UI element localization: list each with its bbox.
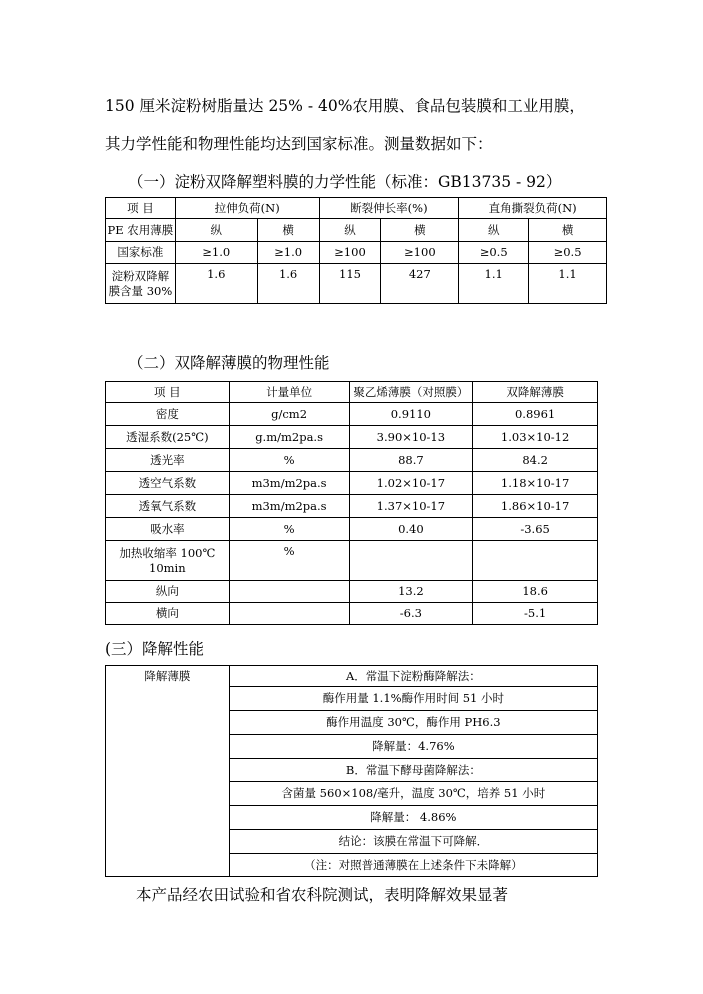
- cell-value: ≥100: [381, 242, 459, 264]
- cell-value: 1.1: [459, 264, 529, 304]
- section-2-title: （二）双降解薄膜的物理性能: [128, 354, 330, 372]
- section-1-title: （一）淀粉双降解塑料膜的力学性能（标准：GB13735 - 92）: [128, 173, 562, 191]
- cell-heng: 横: [381, 219, 459, 242]
- cell-value: 1.18×10-17: [473, 472, 598, 495]
- row-label: 纵向: [106, 581, 230, 603]
- cell-zong: 纵: [175, 219, 257, 242]
- cell-value: 88.7: [349, 449, 473, 472]
- cell-value: ≥0.5: [459, 242, 529, 264]
- row-label: 横向: [106, 603, 230, 625]
- intro-line-2: 其力学性能和物理性能均达到国家标准。测量数据如下：: [105, 135, 493, 153]
- label-line: 膜含量 30%: [108, 283, 173, 298]
- row-label-heat-shrink: [106, 541, 230, 581]
- cell-value: 84.2: [473, 449, 598, 472]
- cell-value: 0.9110: [349, 403, 473, 426]
- cell-heng: 横: [529, 219, 607, 242]
- degradation-table: [105, 665, 598, 877]
- cell-value: 1.6: [257, 264, 319, 304]
- cell-value: 0.40: [349, 518, 473, 541]
- method-line: 降解量：4.76%: [229, 735, 597, 759]
- cell-value: 1.02×10-17: [349, 472, 473, 495]
- label-line: 加热收缩率 100℃: [119, 545, 216, 560]
- cell-value: 3.90×10-13: [349, 426, 473, 449]
- cell-value: 427: [381, 264, 459, 304]
- cell-value: 1.03×10-12: [473, 426, 598, 449]
- cell-unit: g/cm2: [229, 403, 349, 426]
- mechanical-table: [105, 197, 607, 304]
- header-elongation: 断裂伸长率(%): [319, 198, 459, 219]
- cell-value: 1.37×10-17: [349, 495, 473, 518]
- intro-line-1: 150 厘米淀粉树脂量达 25% - 40%农用膜、食品包装膜和工业用膜，: [105, 97, 585, 115]
- method-line: 降解量： 4.86%: [229, 806, 597, 830]
- label-line: 淀粉双降解: [111, 268, 170, 283]
- header-item: 项 目: [106, 198, 176, 219]
- row-label: 密度: [106, 403, 230, 426]
- cell-value: 13.2: [349, 581, 473, 603]
- cell-heng: 横: [257, 219, 319, 242]
- method-line: A．常温下淀粉酶降解法：: [229, 666, 597, 687]
- row-label: 透湿系数(25℃): [106, 426, 230, 449]
- cell-value: 1.6: [175, 264, 257, 304]
- cell-value: 1.86×10-17: [473, 495, 598, 518]
- row-label-national-standard: 国家标准: [106, 242, 176, 264]
- row-label: 透氧气系数: [106, 495, 230, 518]
- cell-empty: [473, 541, 598, 581]
- header-degradable-film: 双降解薄膜: [473, 382, 598, 403]
- header-tensile: 拉伸负荷(N): [175, 198, 319, 219]
- cell-value: -3.65: [473, 518, 598, 541]
- cell-value: ≥100: [319, 242, 381, 264]
- section-3-title: (三）降解性能: [105, 640, 205, 658]
- conclusion-line: 结论：该膜在常温下可降解．: [229, 830, 597, 854]
- cell-value: -5.1: [473, 603, 598, 625]
- cell-value: ≥0.5: [529, 242, 607, 264]
- cell-unit: m3m/m2pa.s: [229, 472, 349, 495]
- header-unit: 计量单位: [229, 382, 349, 403]
- cell-unit: m3m/m2pa.s: [229, 495, 349, 518]
- cell-unit: [229, 603, 349, 625]
- cell-zong: 纵: [459, 219, 529, 242]
- header-item: 项 目: [106, 382, 230, 403]
- note-line: （注：对照普通薄膜在上述条件下未降解）: [229, 854, 597, 877]
- cell-unit: %: [229, 449, 349, 472]
- method-line: 含菌量 560×108/毫升，温度 30℃，培养 51 小时: [229, 782, 597, 806]
- method-line: B．常温下酵母菌降解法：: [229, 759, 597, 782]
- cell-value: 18.6: [473, 581, 598, 603]
- physical-table: [105, 381, 598, 625]
- cell-value: ≥1.0: [257, 242, 319, 264]
- row-label: 吸水率: [106, 518, 230, 541]
- degradation-film-label: 降解薄膜: [106, 666, 230, 877]
- cell-unit: [229, 581, 349, 603]
- cell-unit: g.m/m2pa.s: [229, 426, 349, 449]
- cell-unit: %: [229, 541, 349, 581]
- cell-value: 115: [319, 264, 381, 304]
- header-pe-film: 聚乙烯薄膜（对照膜）: [349, 382, 473, 403]
- row-label: 透光率: [106, 449, 230, 472]
- cell-value: 0.8961: [473, 403, 598, 426]
- cell-zong: 纵: [319, 219, 381, 242]
- row-label: 透空气系数: [106, 472, 230, 495]
- row-label-pe: PE 农用薄膜: [106, 219, 176, 242]
- cell-empty: [349, 541, 473, 581]
- cell-value: -6.3: [349, 603, 473, 625]
- cell-value: 1.1: [529, 264, 607, 304]
- cell-unit: %: [229, 518, 349, 541]
- method-line: 酶作用温度 30℃，酶作用 PH6.3: [229, 711, 597, 735]
- header-tear: 直角撕裂负荷(N): [459, 198, 607, 219]
- cell-value: ≥1.0: [175, 242, 257, 264]
- method-line: 酶作用量 1.1%酶作用时间 51 小时: [229, 687, 597, 711]
- closing-line: 本产品经农田试验和省农科院测试，表明降解效果显著: [136, 886, 509, 904]
- label-line: 10min: [149, 560, 186, 575]
- row-label-starch-film: [106, 264, 176, 304]
